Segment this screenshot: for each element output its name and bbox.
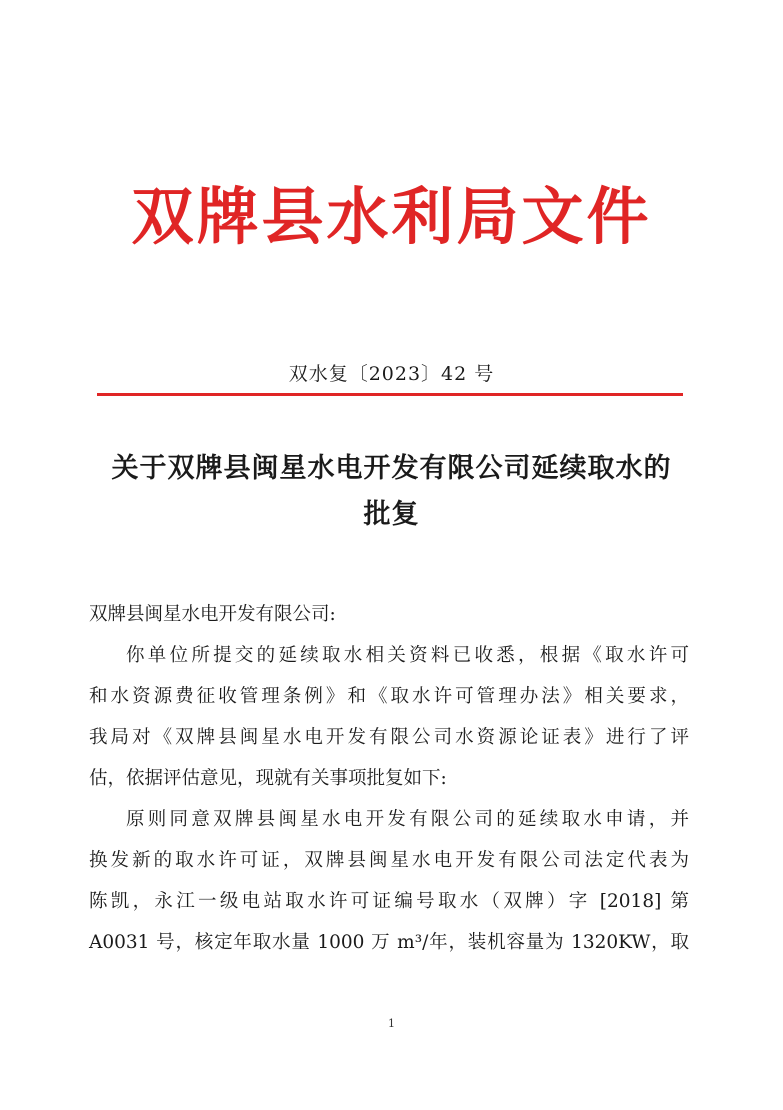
paragraph-1-line-3: 我局对《双牌县闽星水电开发有限公司水资源论证表》进行了评 [89, 727, 689, 748]
issuer-heading: 双牌县水利局文件 [131, 180, 652, 253]
red-divider-line [97, 393, 683, 396]
paragraph-1-line-1: 你单位所提交的延续取水相关资料已收悉，根据《取水许可 [126, 645, 689, 666]
paragraph-1-line-4: 估，依据评估意见，现就有关事项批复如下: [89, 768, 447, 789]
paragraph-2-line-2: 换发新的取水许可证，双牌县闽星水电开发有限公司法定代表为 [89, 850, 689, 871]
page-number: 1 [388, 1017, 395, 1030]
title-line-2: 批复 [363, 499, 420, 530]
paragraph-1-line-2: 和水资源费征收管理条例》和《取水许可管理办法》相关要求， [89, 686, 689, 707]
document-number: 双水复〔2023〕42 号 [288, 363, 495, 385]
document-title [60, 446, 723, 538]
salutation: 双牌县闽星水电开发有限公司: [89, 604, 336, 625]
paragraph-2-line-1: 原则同意双牌县闽星水电开发有限公司的延续取水申请，并 [126, 809, 689, 830]
paragraph-2-line-4: A0031 号，核定年取水量 1000 万 m³/年，装机容量为 1320KW，取 [89, 932, 689, 953]
paragraph-2-line-3: 陈凯，永江一级电站取水许可证编号取水（双牌）字 [2018] 第 [89, 891, 689, 912]
document-body [89, 594, 689, 963]
title-line-1: 关于双牌县闽星水电开发有限公司延续取水的 [111, 453, 672, 484]
